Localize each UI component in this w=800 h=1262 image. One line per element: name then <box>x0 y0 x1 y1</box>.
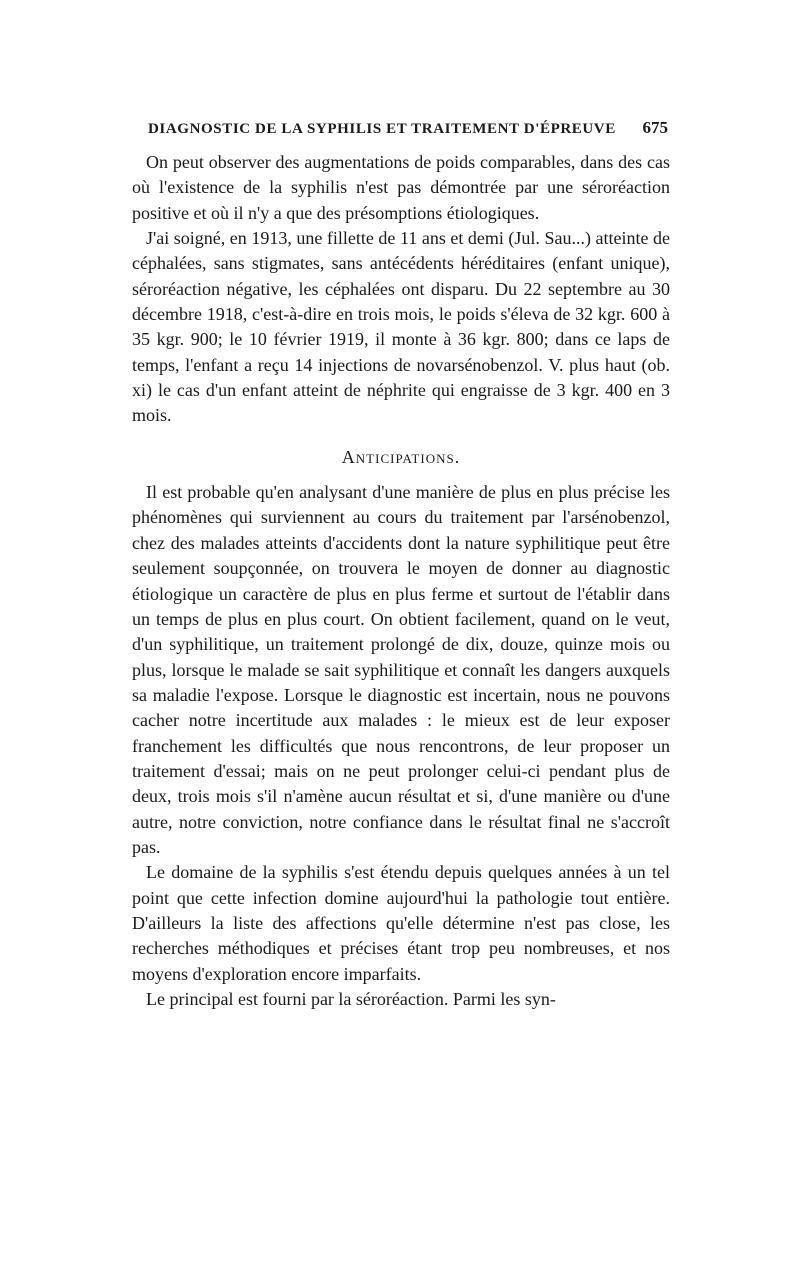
paragraph: J'ai soigné, en 1913, une fillette de 11 ans et demi (Jul. Sau...) atteinte de céphalées, sans stigmates, sans antécédents héréditaires (enfant unique), séroréaction négative, les céphalées ont disparu. Du 22 septembre au 30 décembre 1918, c'est-à-dire en trois mois, le poids s'éleva de 32 kgr. 600 à 35 kgr. 900; le 10 février 1919, il monte à 36 kgr. 800; dans ce laps de temps, l'enfant a reçu 14 injections de novarsénobenzol. V. plus haut (ob. xi) le cas d'un enfant atteint de néphrite qui engraisse de 3 kgr. 400 en 3 mois. <box>132 228 670 426</box>
paragraph: Il est probable qu'en analysant d'une manière de plus en plus précise les phénomènes qui surviennent au cours du traitement par l'arsénobenzol, chez des malades atteints d'accidents dont la nature syphilitique peut être seulement soupçonnée, on trouvera le moyen de donner au diagnostic étiologique un caractère de plus en plus ferme et surtout de l'établir dans un temps de plus en plus court. On obtient facilement, quand on le veut, d'un syphilitique, un traitement prolongé de dix, douze, quinze mois ou plus, lorsque le malade se sait syphilitique et connaît les dangers auxquels sa maladie l'expose. Lorsque le diagnostic est incertain, nous ne pouvons cacher notre incertitude aux malades : le mieux est de leur exposer franchement les difficultés que nous rencontrons, de leur proposer un traitement d'essai; mais on ne peut prolonger celui-ci pendant plus de deux, trois mois s'il n'amène aucun résultat et si, d'une manière ou d'une autre, notre conviction, notre confiance dans le résultat final ne s'accroît pas. <box>132 482 670 857</box>
running-title: DIAGNOSTIC DE LA SYPHILIS ET TRAITEMENT D'ÉPREUVE <box>148 121 616 137</box>
running-head <box>148 118 668 138</box>
page-number: 675 <box>642 118 668 137</box>
paragraph: Le principal est fourni par la séroréaction. Parmi les syn- <box>146 989 556 1009</box>
paragraph: Le domaine de la syphilis s'est étendu depuis quelques années à un tel point que cette infection domine aujourd'hui la pathologie tout entière. D'ailleurs la liste des affections qu'elle détermine n'est pas close, les recherches méthodiques et précises étant trop peu nombreuses, et nos moyens d'exploration encore imparfaits. <box>132 862 670 984</box>
section-heading: Anticipations. <box>341 446 461 467</box>
body-text <box>132 150 670 1012</box>
paragraph: On peut observer des augmentations de poids comparables, dans des cas où l'existence de la syphilis n'est pas démontrée par une séroréaction positive et où il n'y a que des présomptions étiologiques. <box>132 152 670 223</box>
